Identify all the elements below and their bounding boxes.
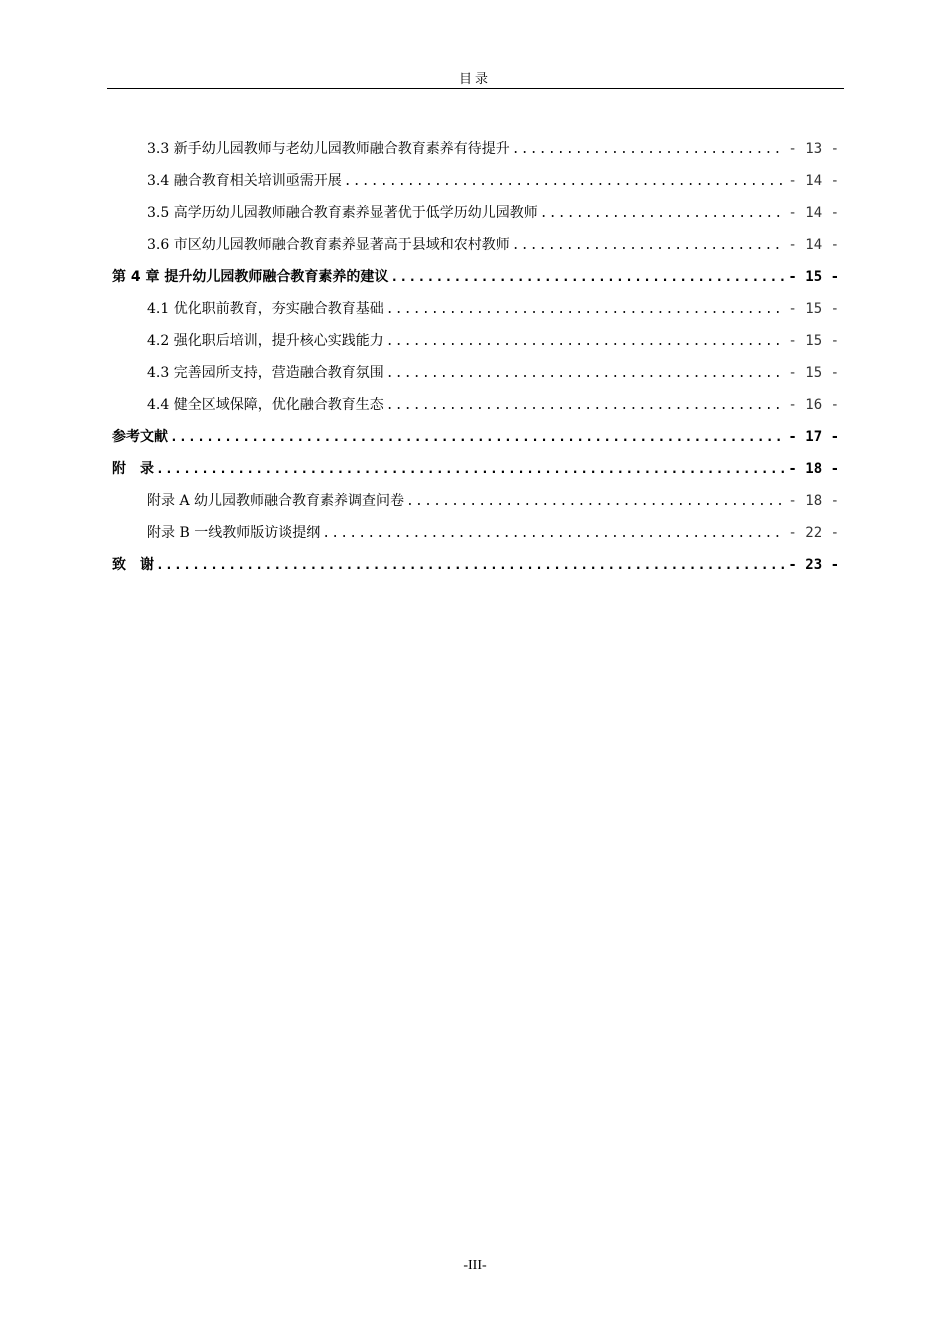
toc-chapter-entry[interactable] [112, 458, 839, 490]
toc-entry-title: 3.5 高学历幼儿园教师融合教育素养显著优于低学历幼儿园教师 [147, 205, 538, 221]
toc-dot-leader [540, 203, 785, 225]
toc-entry-title: 3.3 新手幼儿园教师与老幼儿园教师融合教育素养有待提升 [147, 141, 510, 157]
toc-entry-title: 4.3 完善园所支持，营造融合教育氛围 [147, 365, 384, 381]
toc-entry-title: 附录 A 幼儿园教师融合教育素养调查问卷 [147, 493, 405, 509]
toc-section-entry[interactable] [112, 522, 839, 554]
toc-dot-leader [386, 363, 785, 385]
toc-dot-leader [386, 331, 785, 353]
toc-dot-leader [170, 427, 785, 449]
toc-chapter-entry[interactable] [112, 426, 839, 458]
toc-entry-page: - 15 - [788, 301, 839, 317]
toc-dot-leader [390, 267, 785, 289]
toc-dot-leader [156, 555, 785, 577]
toc-section-entry[interactable] [112, 298, 839, 330]
toc-entry-page: - 14 - [788, 173, 839, 189]
toc-chapter-entry[interactable] [112, 554, 839, 586]
toc-entry-page: - 22 - [788, 525, 839, 541]
toc-section-entry[interactable] [112, 490, 839, 522]
toc-entry-title: 致 谢 [112, 557, 154, 573]
toc-dot-leader [386, 395, 785, 417]
toc-entry-page: - 18 - [788, 461, 839, 477]
toc-entry-page: - 17 - [788, 429, 839, 445]
toc-dot-leader [512, 139, 785, 161]
header-divider [107, 88, 844, 89]
toc-section-entry[interactable] [112, 170, 839, 202]
page-number: -III- [463, 1258, 487, 1273]
toc-dot-leader [344, 171, 785, 193]
toc-entry-title: 3.6 市区幼儿园教师融合教育素养显著高于县域和农村教师 [147, 237, 510, 253]
toc-dot-leader [156, 459, 785, 481]
toc-entry-title: 参考文献 [112, 429, 168, 445]
toc-entry-title: 4.2 强化职后培训，提升核心实践能力 [147, 333, 384, 349]
toc-dot-leader [322, 523, 785, 545]
toc-entry-title: 附 录 [112, 461, 154, 477]
toc-entry-page: - 15 - [788, 365, 839, 381]
toc-entry-page: - 13 - [788, 141, 839, 157]
toc-entry-title: 3.4 融合教育相关培训亟需开展 [147, 173, 342, 189]
toc-entry-title: 第 4 章 提升幼儿园教师融合教育素养的建议 [112, 269, 389, 285]
toc-entry-title: 附录 B 一线教师版访谈提纲 [147, 525, 321, 541]
toc-entry-page: - 14 - [788, 205, 839, 221]
toc-entry-page: - 23 - [788, 557, 839, 573]
toc-entry-page: - 15 - [788, 269, 839, 285]
toc-section-entry[interactable] [112, 362, 839, 394]
toc-dot-leader [512, 235, 785, 257]
toc-section-entry[interactable] [112, 202, 839, 234]
toc-entry-page: - 16 - [788, 397, 839, 413]
toc-entry-page: - 14 - [788, 237, 839, 253]
toc-section-entry[interactable] [112, 394, 839, 426]
toc-section-entry[interactable] [112, 330, 839, 362]
toc-dot-leader [406, 491, 785, 513]
toc-entry-page: - 15 - [788, 333, 839, 349]
table-of-contents [112, 138, 839, 586]
toc-section-entry[interactable] [112, 138, 839, 170]
toc-entry-page: - 18 - [788, 493, 839, 509]
toc-dot-leader [386, 299, 785, 321]
toc-entry-title: 4.1 优化职前教育，夯实融合教育基础 [147, 301, 384, 317]
running-header-title: 目录 [458, 72, 491, 87]
toc-section-entry[interactable] [112, 234, 839, 266]
toc-chapter-entry[interactable] [112, 266, 839, 298]
toc-entry-title: 4.4 健全区域保障，优化融合教育生态 [147, 397, 384, 413]
